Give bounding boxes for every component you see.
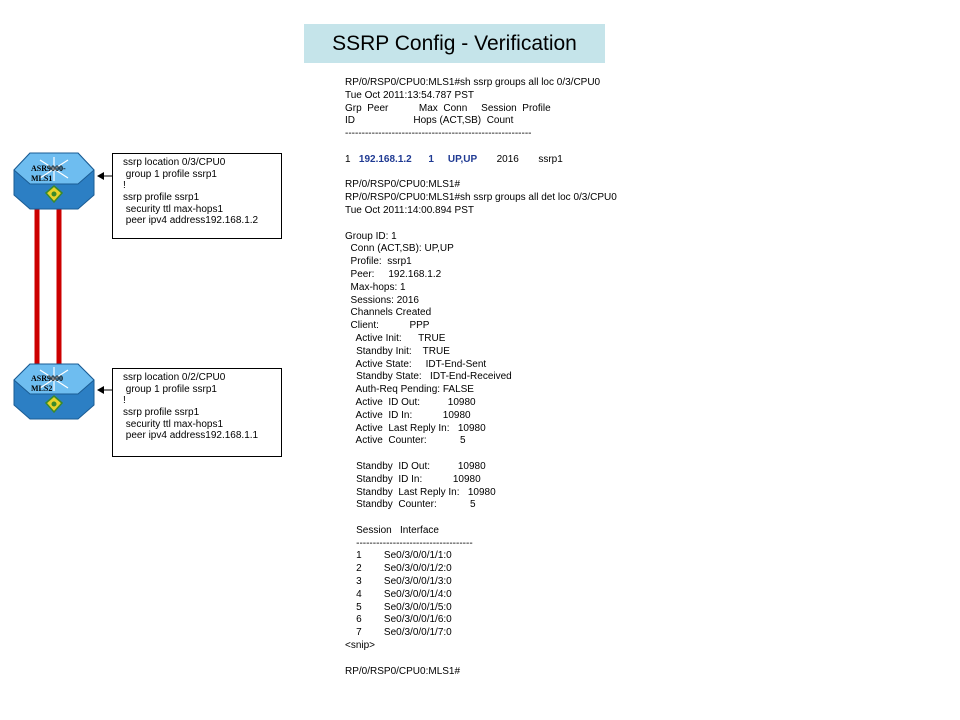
device-label-line: ASR9000: [31, 374, 64, 383]
device-label-mls1: [31, 164, 66, 184]
cli-detail-line: [345, 653, 945, 666]
session-count: 2016: [496, 153, 519, 165]
arrow-to-mls1: [97, 172, 112, 180]
peer-address: 192.168.1.2: [358, 153, 412, 165]
cli-detail-line: Group ID: 1: [345, 230, 397, 242]
cli-detail-line: Active State: IDT-End-Sent: [345, 358, 487, 370]
cli-detail-line: Profile: ssrp1: [345, 256, 412, 268]
cli-detail-line: Standby Counter: 5: [345, 499, 476, 511]
cli-detail-line: Standby State: IDT-End-Received: [345, 371, 512, 383]
cli-detail-line: -----------------------------------: [345, 537, 473, 549]
cli-detail-line: Peer: 192.168.1.2: [345, 268, 442, 280]
cli-table-header: Grp Peer Max Conn Session Profile: [345, 102, 551, 114]
cli-detail-line: [345, 512, 945, 525]
cli-blank: [345, 218, 945, 231]
cli-timestamp: Tue Oct 2011:14:00.894 PST: [345, 204, 474, 216]
cli-group-row: [345, 154, 945, 167]
max-hops: 1: [428, 153, 434, 165]
page-title: SSRP Config - Verification: [332, 31, 577, 55]
config-line: peer ipv4 address192.168.1.1: [123, 430, 259, 442]
group-id: 1: [345, 153, 359, 165]
config-line: ssrp profile ssrp1: [123, 192, 200, 204]
config-line: group 1 profile ssrp1: [123, 168, 217, 180]
cli-detail-line: 3 Se0/3/0/0/1/3:0: [345, 576, 452, 588]
config-line: peer ipv4 address192.168.1.2: [123, 215, 259, 227]
cli-output: [345, 77, 945, 678]
cli-detail-line: 5 Se0/3/0/0/1/5:0: [345, 601, 452, 613]
cli-detail-line: 4 Se0/3/0/0/1/4:0: [345, 588, 452, 600]
cli-detail-line: 7 Se0/3/0/0/1/7:0: [345, 627, 452, 639]
cli-detail-line: Active ID In: 10980: [345, 409, 471, 421]
cli-detail-line: Channels Created: [345, 307, 432, 319]
cli-prompt: RP/0/RSP0/CPU0:MLS1#: [345, 179, 461, 191]
cli-command: RP/0/RSP0/CPU0:MLS1#sh ssrp groups all det loc 0/3/CPU0: [345, 192, 617, 204]
cli-detail-line: Sessions: 2016: [345, 294, 419, 306]
cli-detail-block: [345, 231, 945, 679]
cli-detail-line: Standby Init: TRUE: [345, 345, 450, 357]
cli-detail-line: Conn (ACT,SB): UP,UP: [345, 243, 454, 255]
config-line: !: [123, 395, 126, 407]
cli-detail-line: 2 Se0/3/0/0/1/2:0: [345, 563, 452, 575]
cli-detail-line: Active Counter: 5: [345, 435, 466, 447]
cli-detail-line: 6 Se0/3/0/0/1/6:0: [345, 614, 452, 626]
cli-command: RP/0/RSP0/CPU0:MLS1#sh ssrp groups all loc 0/3/CPU0: [345, 77, 601, 88]
cli-detail-line: Standby ID In: 10980: [345, 473, 481, 485]
cli-detail-line: Active Init: TRUE: [345, 332, 446, 344]
arrow-to-mls2: [97, 386, 112, 394]
cli-detail-line: Auth-Req Pending: FALSE: [345, 384, 474, 396]
config-line: security ttl max-hops1: [123, 418, 224, 430]
cli-detail-line: 1 Se0/3/0/0/1/1:0: [345, 550, 452, 562]
cli-detail-line: Client: PPP: [345, 320, 430, 332]
cli-detail-line: Active ID Out: 10980: [345, 396, 476, 408]
config-line: ssrp profile ssrp1: [123, 407, 200, 419]
conn-state: UP,UP: [447, 153, 478, 165]
cli-detail-line: <snip>: [345, 640, 376, 652]
config-box-mls2: [112, 368, 282, 457]
cli-table-header: ID Hops (ACT,SB) Count: [345, 115, 514, 127]
cli-detail-line: Standby Last Reply In: 10980: [345, 486, 496, 498]
config-line: security ttl max-hops1: [123, 203, 224, 215]
config-line: group 1 profile ssrp1: [123, 383, 217, 395]
cli-detail-line: Active Last Reply In: 10980: [345, 422, 486, 434]
cli-blank: [345, 141, 945, 154]
cli-timestamp: Tue Oct 2011:13:54.787 PST: [345, 89, 474, 101]
cli-detail-line: Standby ID Out: 10980: [345, 460, 486, 472]
config-line: ssrp location 0/3/CPU0: [123, 157, 226, 168]
config-box-mls1: [112, 153, 282, 239]
device-label-line: MLS1: [31, 174, 53, 183]
device-label-mls2: [31, 374, 63, 394]
cli-detail-line: Max-hops: 1: [345, 281, 406, 293]
cli-detail-line: [345, 448, 945, 461]
config-line: ssrp location 0/2/CPU0: [123, 372, 226, 383]
device-label-line: ASR9000-: [31, 164, 66, 173]
config-line: !: [123, 180, 126, 192]
cli-detail-line: Session Interface: [345, 524, 439, 536]
device-label-line: MLS2: [31, 384, 53, 393]
cli-rule: --------------------------------------------------------: [345, 128, 532, 140]
cli-detail-line: RP/0/RSP0/CPU0:MLS1#: [345, 665, 461, 677]
cli-blank: [345, 167, 945, 180]
profile-name: ssrp1: [538, 153, 563, 165]
